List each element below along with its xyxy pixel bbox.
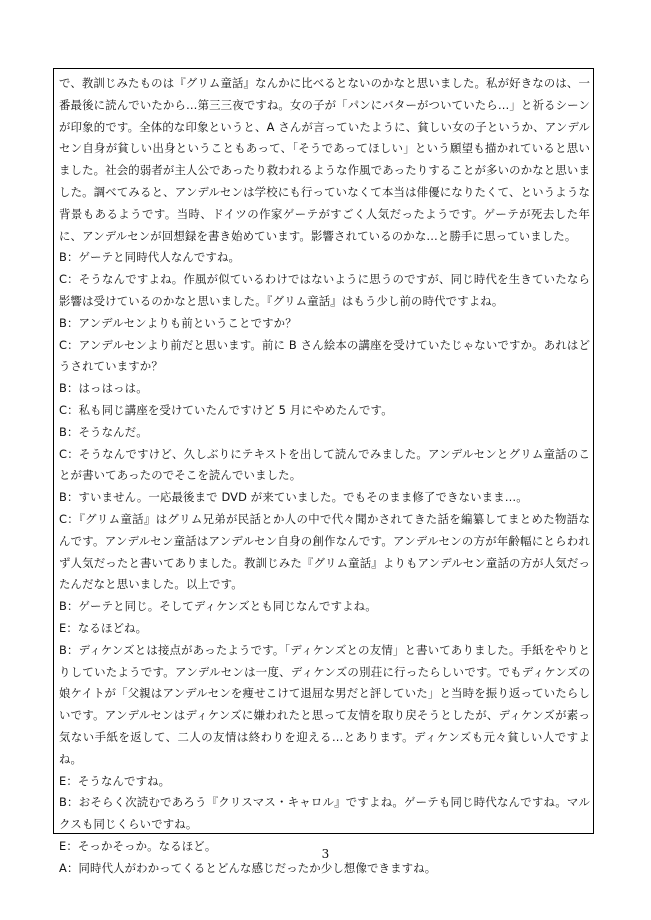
- paragraph: B：おそらく次読むであろう『クリスマス・キャロル』ですよね。ゲーテも同じ時代なんですね。マルクスも同じくらいですね。: [59, 795, 590, 832]
- paragraph: C：私も同じ講座を受けていたんですけど 5 月にやめたんです。: [59, 402, 393, 417]
- paragraph: B：ディケンズとは接点があったようです。「ディケンズとの友情」と書いてありました。手紙をやりとりしていたようです。アンデルセンは一度、ディケンズの別荘に行ったらしいです。でもディケンズの娘ケイトが「父親はアンデルセンを痩せこけて退屈な男だと評していた」と当時を振り返っていたらしいです。アンデルセンはディケンズに嫌われたと思って友情を取り戻そうとしたが、ディケンズが素っ気ない手紙を返して、二人の友情は終わりを迎える…とあります。ディケンズも元々貧しい人ですよね。: [59, 642, 590, 766]
- paragraph: A：同時代人がわかってくるとどんな感じだったか少し想像できますね。: [59, 860, 437, 875]
- paragraph: E：そうなんですね。: [59, 773, 171, 788]
- paragraph: C：『グリム童話』はグリム兄弟が民話とか人の中で代々聞かされてきた話を編纂してまとめた物語なんです。アンデルセン童話はアンデルセン自身の創作なんです。アンデルセンの方が年齢幅にとらわれず人気だったと書いてありました。教訓じみた『グリム童話』よりもアンデルセン童話の方が人気だったんだなと思いました。以上です。: [59, 511, 590, 592]
- page-number: 3: [321, 847, 330, 861]
- paragraph: B：すいません。一応最後まで DVD が来ていました。でもそのまま修了できないまま…。: [59, 490, 528, 505]
- paragraph: で、教訓じみたものは『グリム童話』なんかに比べるとないのかなと思いました。私が好きなのは、一番最後に読んでいたから…第三三夜ですね。女の子が「パンにバターがついていたら…」と祈るシーンが印象的です。全体的な印象というと、A さんが言っていたように、貧しい女の子というか、アンデルセン自身が貧しい出身ということもあって、「そうであってほしい」という願望も描かれていると思いました。社会的弱者が主人公であったり救われるような作風であったりすることが多いのかなと思いました。調べてみると、アンデルセンは学校にも行っていなくて本当は俳優になりたくて、というような背景もあるようです。当時、ドイツの作家ゲーテがすごく人気だったようです。ゲーテが死去した年に、アンデルセンが回想録を書き始めています。影響されているのかな…と勝手に思っていました。: [59, 76, 590, 243]
- paragraph: B：ゲーテと同時代人なんですね。: [59, 250, 241, 265]
- paragraph: C：そうなんですけど、久しぶりにテキストを出して読んでみました。アンデルセンとグリム童話のことが書いてあったのでそこを読んでいました。: [59, 446, 590, 483]
- paragraph: B：アンデルセンよりも前ということですか？: [59, 315, 297, 330]
- paragraph: C：そうなんですよね。作風が似ているわけではないように思うのですが、同じ時代を生きていたなら影響は受けているのかなと思いました。『グリム童話』はもう少し前の時代ですよね。: [59, 272, 590, 308]
- paragraph: E：なるほどね。: [59, 620, 148, 635]
- paragraph: B：ゲーテと同じ。そしてディケンズとも同じなんですよね。: [59, 599, 377, 614]
- paragraph: E：そっかそっか。なるほど。: [59, 838, 217, 853]
- transcript-frame: [53, 68, 594, 875]
- paragraph: B：はっはっは。: [59, 381, 148, 396]
- paragraph: B：そうなんだ。: [59, 424, 148, 439]
- paragraph: C：アンデルセンより前だと思います。前に B さん絵本の講座を受けていたじゃないですか。あれはどうされていますか？: [59, 337, 590, 374]
